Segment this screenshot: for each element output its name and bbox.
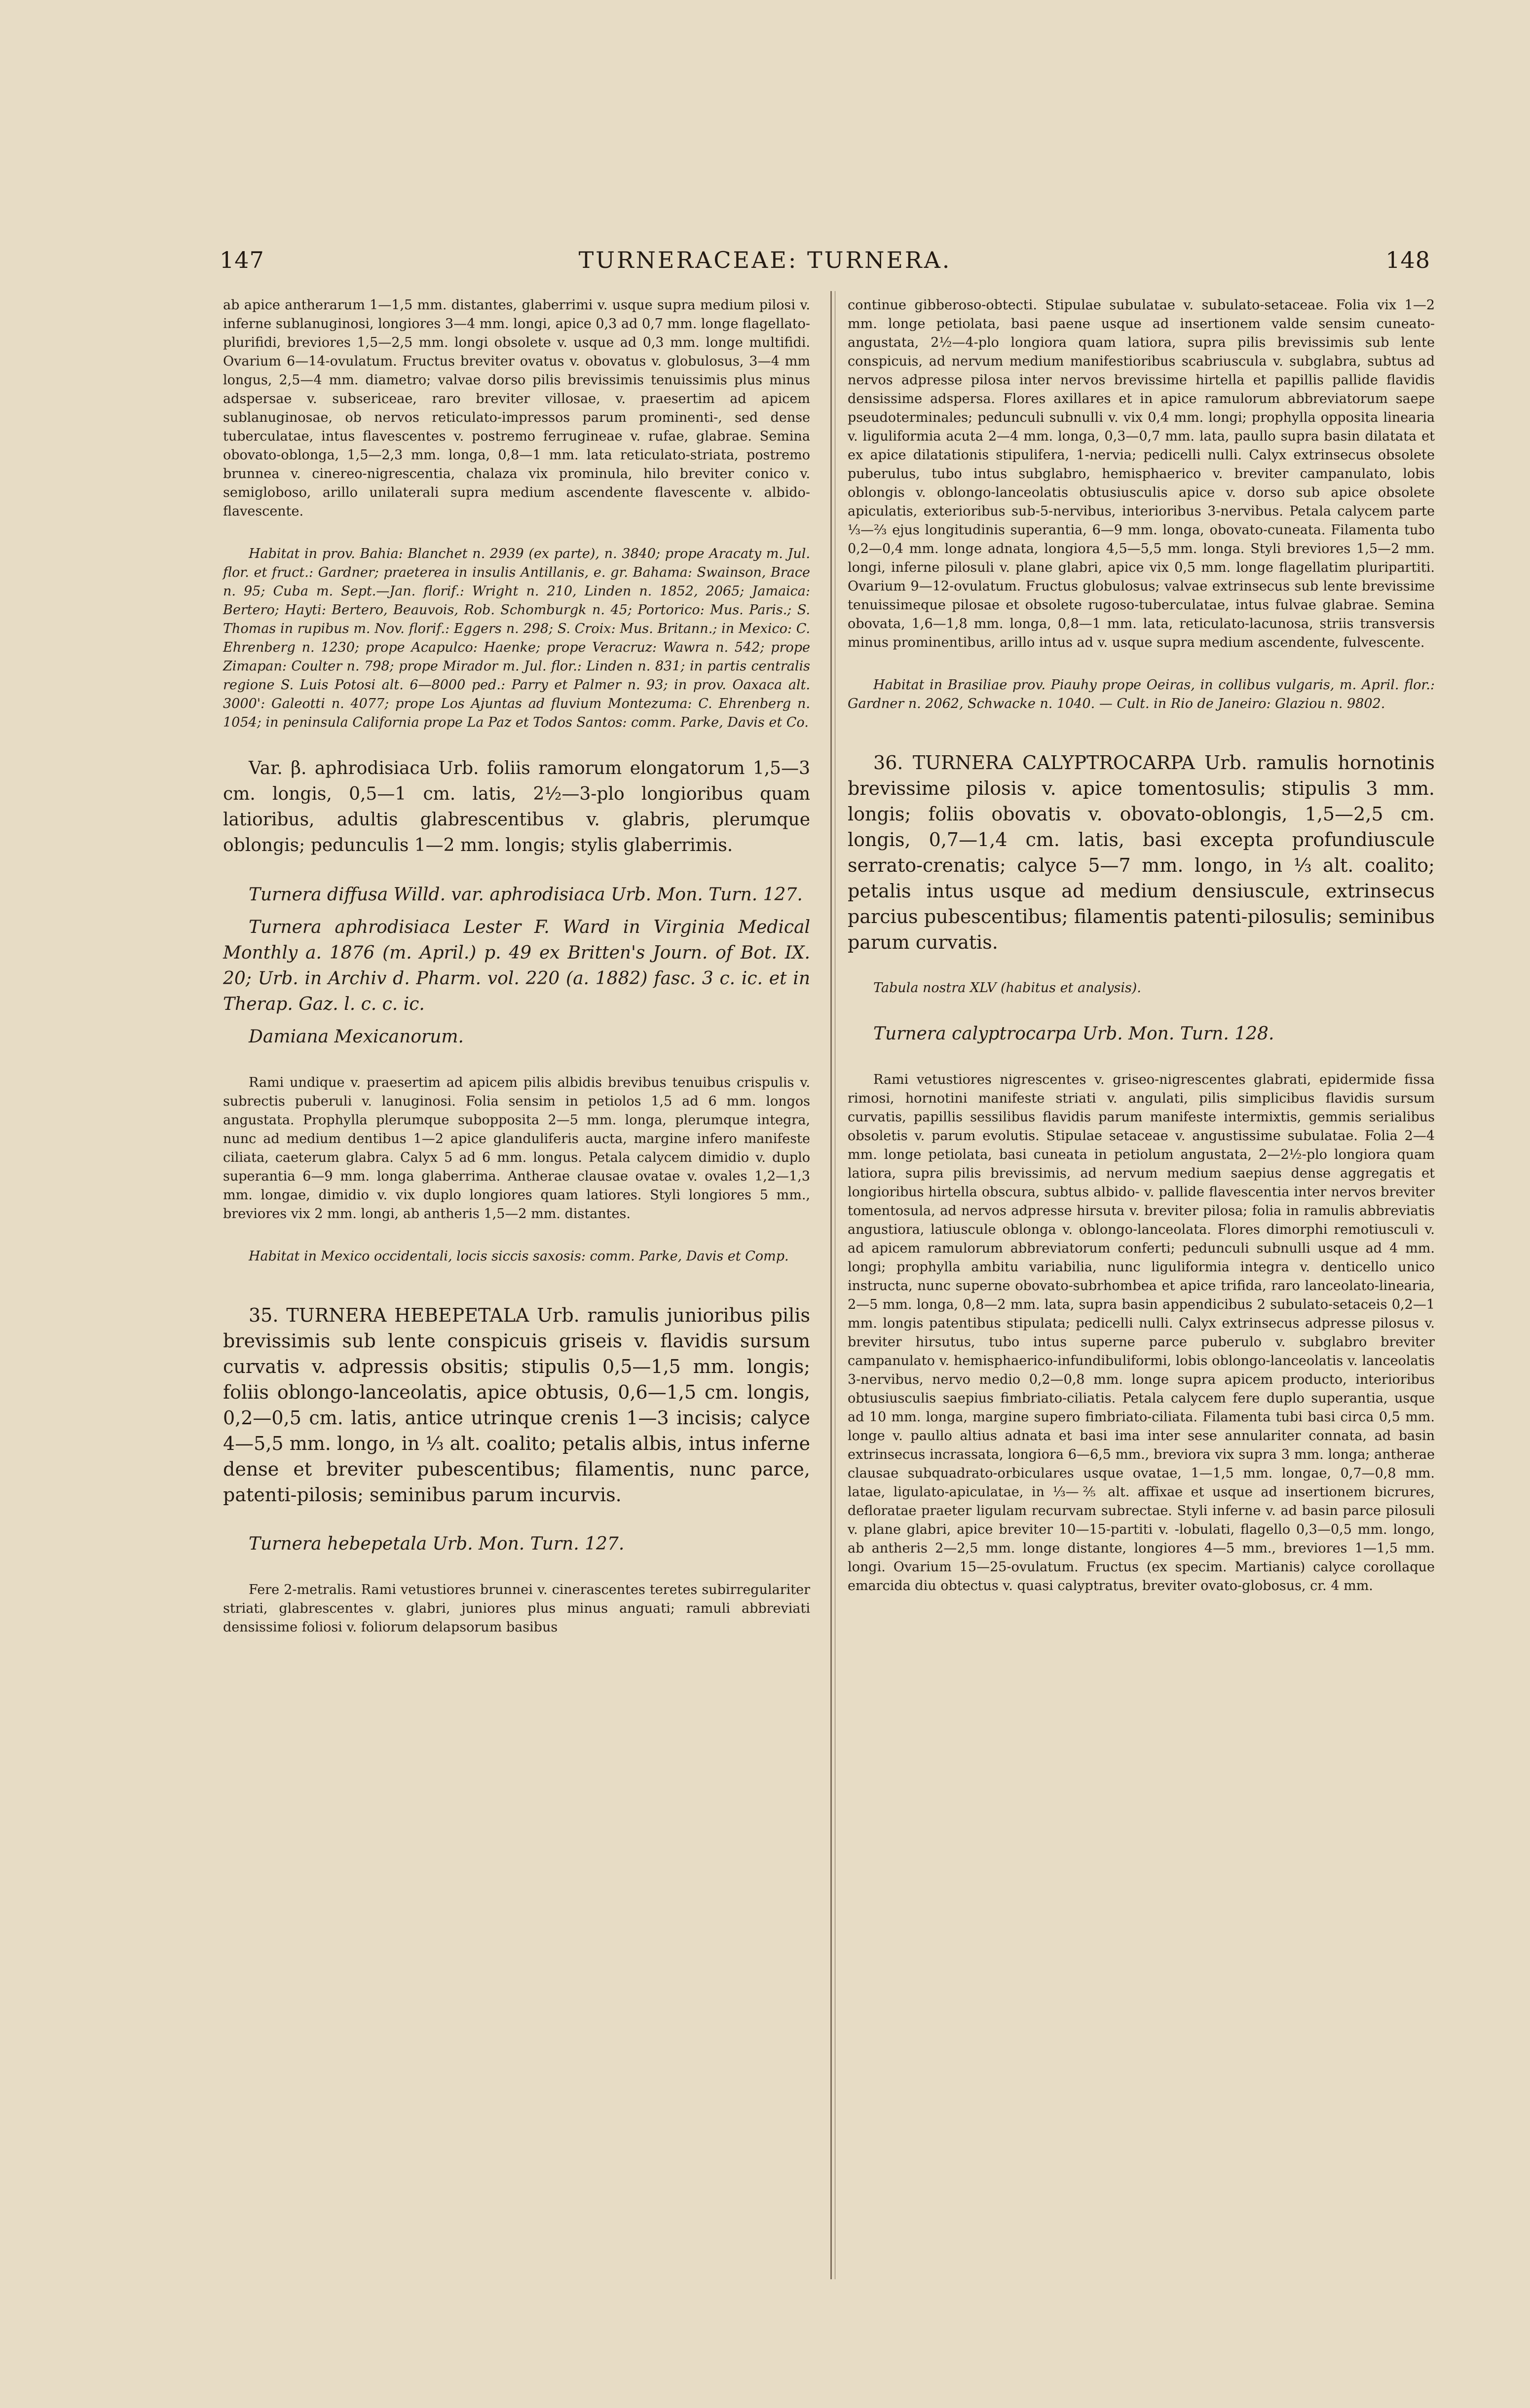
species-35-heading: 35. TURNERA HEBEPETALA Urb. ramulis junioribus pilis brevissimis sub lente conspicuis griseis v. flavidis sursum curvatis v. adpressis obsitis; stipulis 0,5—1,5 mm. longis; foliis oblongo-lanceolatis, apice obtusis, 0,6—1,5 cm. longis, 0,2—0,5 cm. latis, antice utrinque crenis 1—3 incisis; calyce 4—5,5 mm. longo, in ⅓ alt. coalito; petalis albis, intus inferne dense et breviter pubescentibus; filamentis, nunc parce, patenti-pilosis; seminibus parum incurvis. bbox=[223, 1304, 810, 1506]
spacer bbox=[223, 865, 810, 882]
spacer bbox=[223, 1515, 810, 1531]
left-column bbox=[223, 296, 810, 1644]
species-36-synonym: Turnera calyptrocarpa Urb. Mon. Turn. 128. bbox=[873, 1024, 1274, 1044]
spacer bbox=[848, 962, 1435, 979]
page-number-right: 148 bbox=[1385, 247, 1430, 273]
spacer bbox=[223, 1057, 810, 1074]
spacer bbox=[848, 1004, 1435, 1021]
species-36-description: Rami vetustiores nigrescentes v. griseo-nigrescentes glabrati, epidermide fissa rimosi, hornotini manifeste striati v. angulati, pilis simplicibus flavidis sursum curvatis, papillis sessilibus flavidis parum manifeste intermixtis, gemmis serialibus obsoletis v. parum evolutis. Stipulae setaceae v. angustissime subulatae. Folia 2—4 mm. longe petiolata, basi cuneata in petiolum angustata, 2—2½-plo longiora quam latiora, supra pilis brevissimis, ad nervum medium saepius dense aggregatis et longioribus hirtella obscura, subtus albido- v. pallide flavescentia inter nervos breviter tomentosula, ad nervos adpresse hirsuta v. breviter pilosa; folia in ramulis abbreviatis angustiora, latiuscule oblonga v. oblongo-lanceolata. Flores dimorphi remotiusculi v. ad apicem ramulorum abbreviatorum conferti; pedunculi subnulli usque ad 4 mm. longi; prophylla ambitu variabilia, nunc liguliformia integra v. denticello unico instructa, nunc superne obovato-subrhombea et apice trifida, raro lanceolato-linearia, 2—5 mm. longa, 0,8—2 mm. lata, supra basin appendicibus 2 subulato-setaceis 0,2—1 mm. longis patentibus stipulata; pedicelli nulli. Calyx extrinsecus adpresse pilosus v. breviter hirsutus, tubo intus superne parce puberulo v. subglabro breviter campanulato v. hemisphaerico-infundibuliformi, lobis oblongo-lanceolatis v. lanceolatis 3-nervibus, nervo medio 0,2—0,8 mm. longe supra apicem producto, interioribus obtusiusculis saepius fimbriato-ciliatis. Petala calycem fere duplo superantia, usque ad 10 mm. longa, margine supero fimbriato-ciliata. Filamenta tubi basi circa 0,5 mm. longe v. paullo altius adnata et basi ima inter sese annulariter connata, ad basin extrinsecus incrassata, longiora 6—6,5 mm., breviora vix supra 3 mm. longa; antherae clausae subquadrato-orbiculares usque ovatae, 1—1,5 mm. longae, 0,7—0,8 mm. latae, ligulato-apiculatae, in ⅓—⅖ alt. affixae et usque ad insertionem bicrures, defloratae praeter ligulam recurvam subrectae. Styli inferne v. ad basin parce pilosuli v. plane glabri, apice breviter 10—15-partiti v. -lobulati, flagello 0,3—0,5 mm. longo, ab antheris 2—2,5 mm. longe distante, longiores 4—5 mm., breviores 1—1,5 mm. longi. Ovarium 15—25-ovulatum. Fructus (ex specim. Martianis) calyce corollaque emarcida diu obtectus v. quasi calyptratus, breviter ovato-globosus, cr. 4 mm. bbox=[848, 1072, 1435, 1593]
running-title: TURNERACEAE: TURNERA. bbox=[578, 247, 952, 273]
plate-reference: Tabula nostra XLV (habitus et analysis). bbox=[873, 980, 1141, 996]
species-35-habitat: Habitat in Brasiliae prov. Piauhy prope Oeiras, in collibus vulgaris, m. April. flor.: Gardner n. 2062, Schwacke n. 1040. — Cult. in Rio de Janeiro: Glaziou n. 9802. bbox=[848, 677, 1435, 711]
species-35-description-continued: continue gibberoso-obtecti. Stipulae subulatae v. subulato-setaceae. Folia vix 1—2 mm. longe petiolata, basi paene usque ad insertionem valde sensim cuneato-angustata, 2½—4-plo longiora quam latiora, supra pilis brevissimis sub lente conspicuis, ad nervum medium manifestioribus scabriuscula v. subglabra, subtus ad nervos adpresse pilosa inter nervos brevissime hirtella et papillis pallide flavidis densissime adspersa. Flores axillares et in apice ramulorum abbreviatorum saepe pseudoterminales; pedunculi subnulli v. vix 0,4 mm. longi; prophylla opposita linearia v. liguliformia acuta 2—4 mm. longa, 0,3—0,7 mm. lata, paullo supra basin dilatata et ex apice dilatationis stipulifera, 1-nervia; pedicelli nulli. Calyx extrinsecus obsolete puberulus, tubo intus subglabro, hemisphaerico v. breviter campanulato, lobis oblongis v. oblongo-lanceolatis obtusiusculis apice v. dorso sub apice obsolete apiculatis, exterioribus sub-5-nervibus, interioribus 3-nervibus. Petala calycem parte ⅓—⅔ ejus longitudinis superantia, 6—9 mm. longa, obovato-cuneata. Filamenta tubo 0,2—0,4 mm. longe adnata, longiora 4,5—5,5 mm. longa. Styli breviores 1,5—2 mm. longi, inferne pilosuli v. plane glabri, apice vix 0,5 mm. longe flagellatim pluripartiti. Ovarium 9—12-ovulatum. Fructus globulosus; valvae extrinsecus sub lente brevissime tenuissimeque pilosae et obsolete rugoso-tuberculatae, intus fulvae glabrae. Semina obovata, 1,6—1,8 mm. longa, 0,8—1 mm. lata, reticulato-lacunosa, striis transversis minus prominentibus, arillo intus ad v. usque supra medium ascendente, fulvescente. bbox=[848, 297, 1435, 650]
spacer bbox=[848, 659, 1435, 676]
variety-habitat: Habitat in Mexico occidentali, locis siccis saxosis: comm. Parke, Davis et Comp. bbox=[249, 1249, 789, 1264]
spacer bbox=[848, 1054, 1435, 1071]
spacer bbox=[223, 528, 810, 545]
synonym-2: Turnera aphrodisiaca Lester F. Ward in Virginia Medical Monthly a. 1876 (m. April.) p. 49 ex Britten's Journ. of Bot. IX. 20; Urb. in Archiv d. Pharm. vol. 220 (a. 1882) fasc. 3 c. ic. et in Therap. Gaz. l. c. c. ic. bbox=[223, 917, 810, 1014]
spacer bbox=[223, 1230, 810, 1247]
right-column bbox=[848, 296, 1435, 1602]
spacer bbox=[223, 739, 810, 756]
description-continued: ab apice antherarum 1—1,5 mm. distantes, glaberrimi v. usque supra medium pilosi v. inferne sublanuginosi, longiores 3—4 mm. longi, apice 0,3 ad 0,7 mm. longe flagellato-plurifidi, breviores 1,5—2,5 mm. longi obsolete v. usque ad 0,3 mm. longe multifidi. Ovarium 6—14-ovulatum. Fructus breviter ovatus v. obovatus v. globulosus, 3—4 mm longus, 2,5—4 mm. diametro; valvae dorso pilis brevissimis tenuissimis plus minus adspersae v. subsericeae, raro breviter villosae, v. praesertim ad apicem sublanuginosae, ob nervos reticulato-impressos parum prominenti-, sed dense tuberculatae, intus flavescentes v. postremo ferrugineae v. rufae, glabrae. Semina obovato-oblonga, 1,5—2,3 mm. longa, 0,8—1 mm. lata reticulato-striata, postremo brunnea v. cinereo-nigrescentia, chalaza vix prominula, hilo breviter conico v. semigloboso, arillo unilaterali supra medium ascendente flavescente v. albido-flavescente. bbox=[223, 297, 810, 519]
spacer bbox=[223, 1273, 810, 1302]
habitat-note: Habitat in prov. Bahia: Blanchet n. 2939 (ex parte), n. 3840; prope Aracaty m. Jul. flor. et fruct.: Gardner; praeterea in insulis Antillanis, e. gr. Bahama: Swainson, Brace n. 95; Cuba m. Sept.—Jan. florif.: Wright n. 210, Linden n. 1852, 2065; Jamaica: Bertero; Hayti: Bertero, Beauvois, Rob. Schomburgk n. 45; Portorico: Mus. Paris.; S. Thomas in rupibus m. Nov. florif.: Eggers n. 298; S. Croix: Mus. Britann.; in Mexico: C. Ehrenberg n. 1230; prope Acapulco: Haenke; prope Veracruz: Wawra n. 542; prope Zimapan: Coulter n. 798; prope Mirador m. Jul. flor.: Linden n. 831; in partis centralis regione S. Luis Potosi alt. 6—8000 ped.: Parry et Palmer n. 93; in prov. Oaxaca alt. 3000': Galeotti n. 4077; prope Los Ajuntas ad fluvium Montezuma: C. Ehrenberg n. 1054; in peninsula California prope La Paz et Todos Santos: comm. Parke, Davis et Co. bbox=[223, 546, 810, 730]
species-36-heading: 36. TURNERA CALYPTROCARPA Urb. ramulis hornotinis brevissime pilosis v. apice tomentosulis; stipulis 3 mm. longis; foliis obovatis v. obovato-oblongis, 1,5—2,5 cm. longis, 0,7—1,4 cm. latis, basi excepta profundiuscule serrato-crenatis; calyce 5—7 mm. longo, in ⅓ alt. coalito; petalis intus usque ad medium densiuscule, extrinsecus parcius pubescentibus; filamentis patenti-pilosulis; seminibus parum curvatis. bbox=[848, 752, 1435, 953]
variety-description: Rami undique v. praesertim ad apicem pilis albidis brevibus tenuibus crispulis v. subrectis puberuli v. lanuginosi. Folia sensim in petiolos 1,5 ad 6 mm. longos angustata. Prophylla plerumque subopposita 2—5 mm. longa, plerumque integra, nunc ad medium dentibus 1—2 apice glanduliferis aucta, margine infero manifeste ciliata, caeterum glabra. Calyx 5 ad 6 mm. longus. Petala calycem dimidio v. duplo superantia 6—9 mm. longa glaberrima. Antherae clausae ovatae v. ovales 1,2—1,3 mm. longae, dimidio v. vix duplo longiores quam latiores. Styli longiores 5 mm., breviores vix 2 mm. longi, ab antheris 1,5—2 mm. distantes. bbox=[223, 1075, 810, 1222]
spacer bbox=[848, 720, 1435, 750]
variety-diagnosis: Var. β. aphrodisiaca Urb. foliis ramorum elongatorum 1,5—3 cm. longis, 0,5—1 cm. latis, 2½—3-plo longioribus quam latioribus, adultis glabrescentibus v. glabris, plerumque oblongis; pedunculis 1—2 mm. longis; stylis glaberrimis. bbox=[223, 758, 810, 855]
vernacular-name: Damiana Mexicanorum. bbox=[249, 1027, 464, 1047]
synonym-1: Turnera diffusa Willd. var. aphrodisiaca Urb. Mon. Turn. 127. bbox=[249, 885, 803, 905]
species-35-synonym: Turnera hebepetala Urb. Mon. Turn. 127. bbox=[249, 1534, 625, 1554]
species-35-description: Fere 2-metralis. Rami vetustiores brunnei v. cinerascentes teretes subirregulariter striati, glabrescentes v. glabri, juniores plus minus anguati; ramuli abbreviati densissime foliosi v. foliorum delapsorum basibus bbox=[223, 1582, 810, 1635]
column-divider bbox=[830, 291, 832, 2279]
spacer bbox=[223, 1564, 810, 1581]
page-number-left: 147 bbox=[220, 247, 264, 273]
